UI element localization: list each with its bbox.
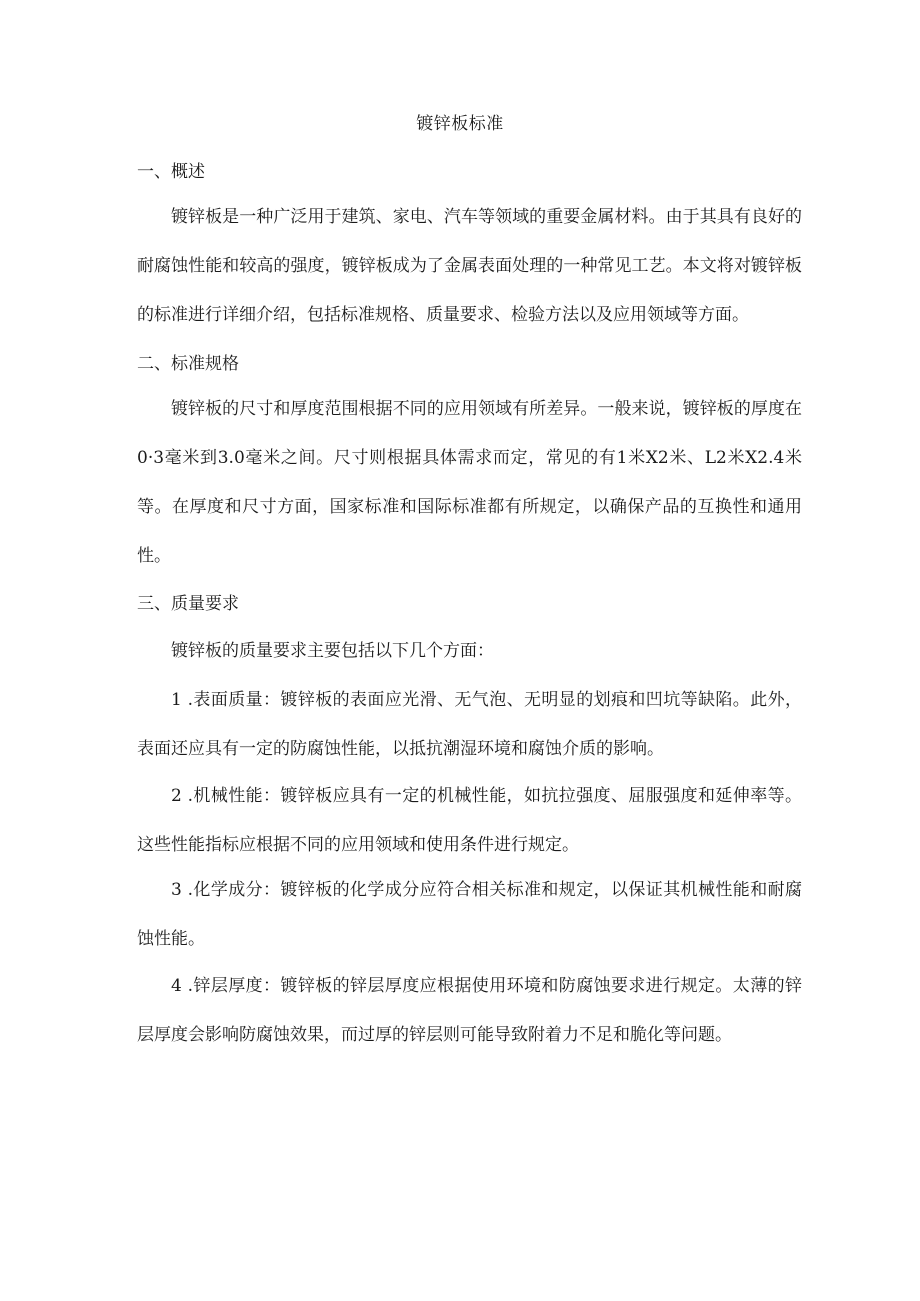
paragraph-overview: 镀锌板是一种广泛用于建筑、家电、汽车等领域的重要金属材料。由于其具有良好的耐腐蚀性能和较高的强度，镀锌板成为了金属表面处理的一种常见工艺。本文将对镀锌板的标准进行详细介绍，包括标准规格、质量要求、检验方法以及应用领域等方面。 <box>137 207 802 325</box>
list-item-surface-quality: 1 .表面质量：镀锌板的表面应光滑、无气泡、无明显的划痕和凹坑等缺陷。此外，表面还应具有一定的防腐蚀性能，以抵抗潮湿环境和腐蚀介质的影响。 <box>137 690 802 759</box>
section-heading-overview: 一、概述 <box>137 162 205 182</box>
list-item-zinc-layer-thickness: 4 .锌层厚度：镀锌板的锌层厚度应根据使用环境和防腐蚀要求进行规定。太薄的锌层厚度会影响防腐蚀效果，而过厚的锌层则可能导致附着力不足和脆化等问题。 <box>137 976 802 1045</box>
document-title: 镀锌板标准 <box>416 114 504 134</box>
section-heading-specs: 二、标准规格 <box>137 354 239 374</box>
section-heading-quality: 三、质量要求 <box>137 594 239 614</box>
paragraph-quality-intro: 镀锌板的质量要求主要包括以下几个方面： <box>171 641 494 661</box>
list-item-chemical-composition: 3 .化学成分：镀锌板的化学成分应符合相关标准和规定，以保证其机械性能和耐腐蚀性能。 <box>137 880 802 949</box>
list-item-mechanical-properties: 2 .机械性能：镀锌板应具有一定的机械性能，如抗拉强度、屈服强度和延伸率等。这些性能指标应根据不同的应用领域和使用条件进行规定。 <box>137 786 802 855</box>
paragraph-specs: 镀锌板的尺寸和厚度范围根据不同的应用领域有所差异。一般来说，镀锌板的厚度在0·3毫米到3.0毫米之间。尺寸则根据具体需求而定，常见的有1米X2米、L2米X2.4米等。在厚度和尺寸方面，国家标准和国际标准都有所规定，以确保产品的互换性和通用性。 <box>137 399 802 566</box>
